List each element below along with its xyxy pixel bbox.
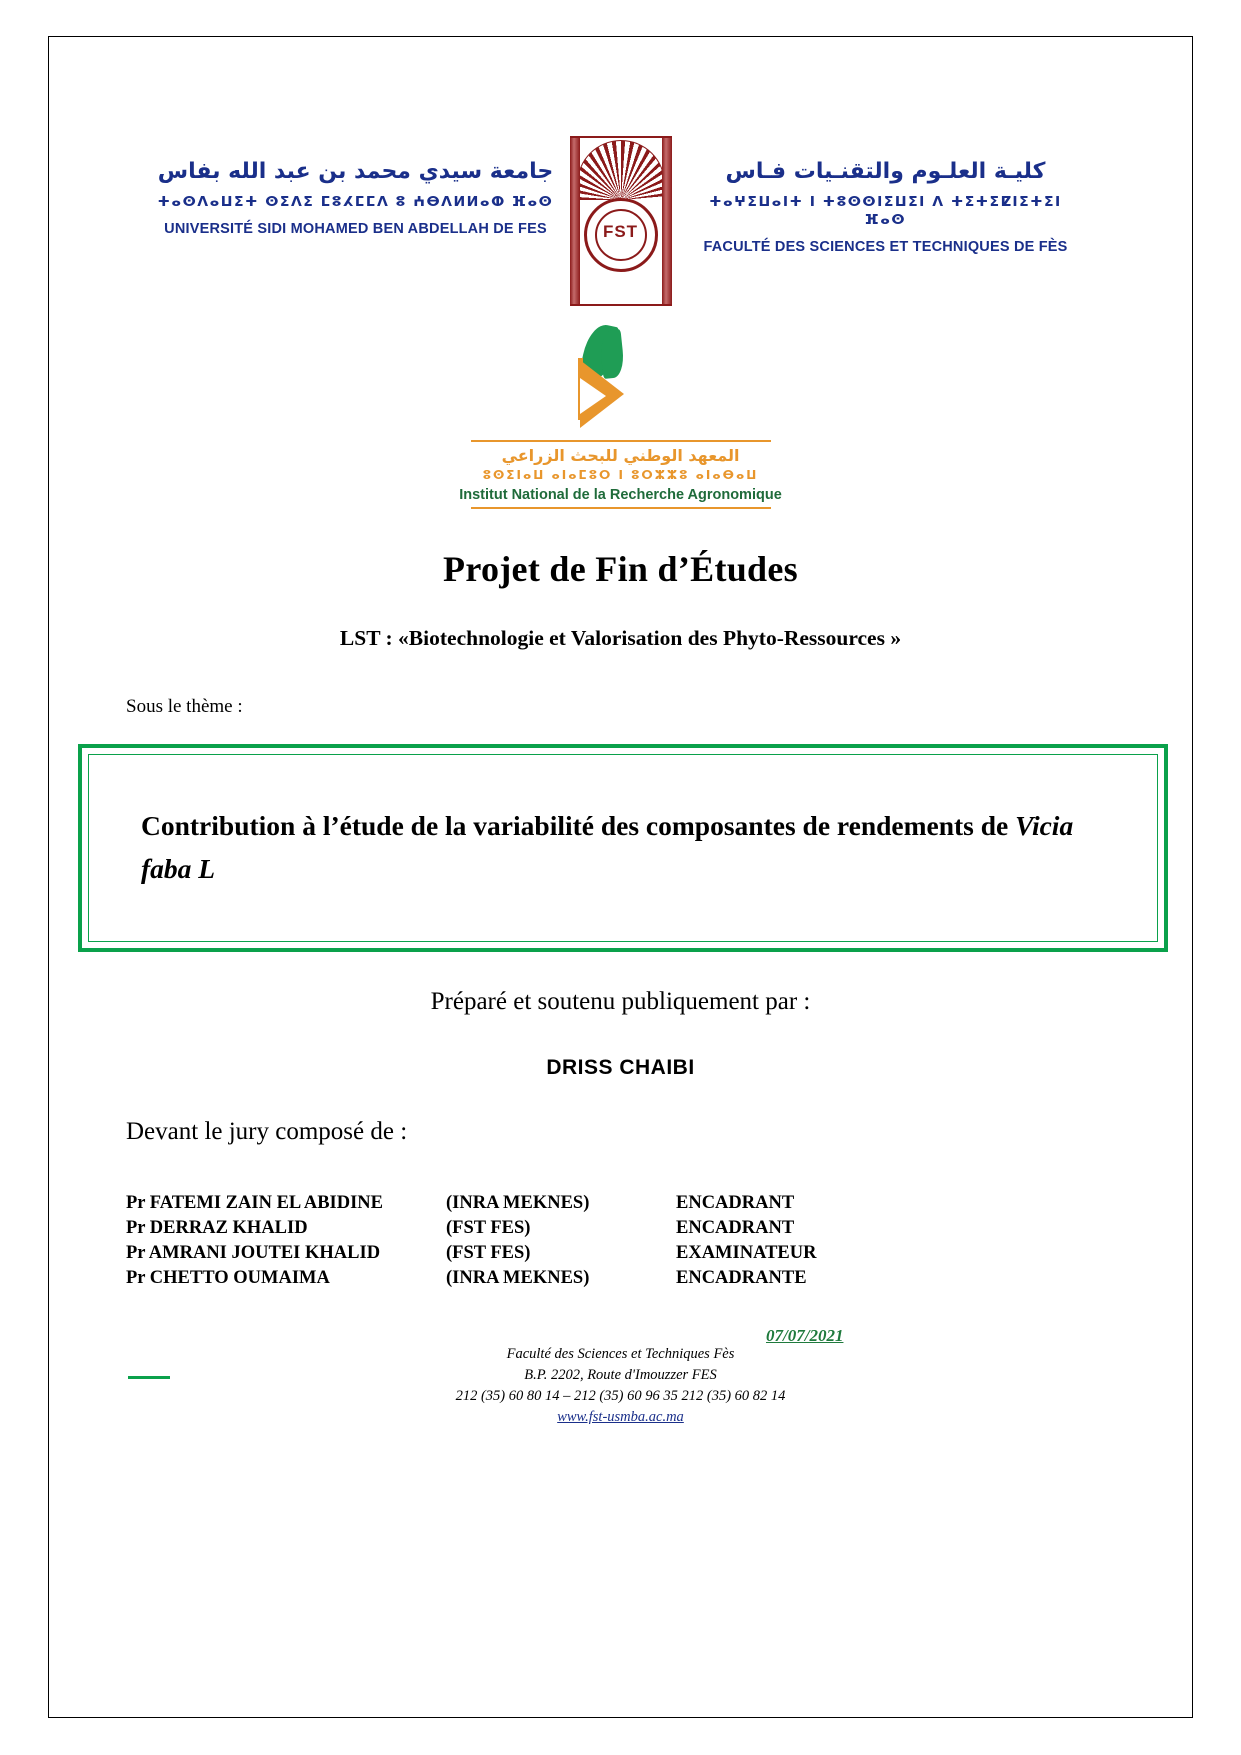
seal-bottom-bar xyxy=(570,304,672,306)
table-row xyxy=(126,1241,926,1266)
footer-address: B.P. 2202, Route d'Imouzzer FES xyxy=(524,1367,717,1384)
university-name-tifinagh: ⵜⴰⵙⴷⴰⵡⵉⵜ ⵙⵉⴷⵉ ⵎⵓⵃⵎⵎⴷ ⵓ ⵄⴱⴷⵍⵍⴰⵀ ⴼⴰⵙ xyxy=(157,193,554,210)
jury-label: Devant le jury composé de : xyxy=(126,1118,408,1145)
jury-member-affiliation: (INRA MEKNES) xyxy=(446,1193,590,1213)
table-row xyxy=(126,1191,926,1216)
inra-divider xyxy=(471,440,771,442)
author-name: DRISS CHAIBI xyxy=(546,1056,695,1079)
seal-fan-icon xyxy=(577,140,665,200)
seal-pillar-right xyxy=(662,138,672,304)
program-line: LST : «Biotechnologie et Valorisation des Phyto-Ressources » xyxy=(339,626,902,650)
jury-member-affiliation: (FST FES) xyxy=(446,1218,531,1238)
footer-website-link[interactable]: www.fst-usmba.ac.ma xyxy=(557,1409,684,1426)
seal-pillar-left xyxy=(570,138,580,304)
jury-member-name: Pr CHETTO OUMAIMA xyxy=(126,1268,330,1288)
university-name-arabic: جامعة سيدي محمد بن عبد الله بفاس xyxy=(157,159,554,184)
footer-institution: Faculté des Sciences et Techniques Fès xyxy=(506,1346,735,1362)
jury-member-role: EXAMINATEUR xyxy=(676,1243,817,1263)
thesis-title-main: Contribution à l’étude de la variabilité des composantes de rendements de xyxy=(141,810,1016,842)
thesis-title-box-inner xyxy=(88,754,1158,942)
faculty-identity xyxy=(686,136,1086,255)
inra-chevron-cut xyxy=(580,378,606,414)
jury-member-name: Pr DERRAZ KHALID xyxy=(126,1218,308,1238)
jury-table xyxy=(126,1191,926,1291)
institution-header xyxy=(48,136,1193,306)
inra-logo-icon xyxy=(556,324,686,434)
inra-divider-bottom xyxy=(471,507,771,509)
faculty-name-tifinagh: ⵜⴰⵖⵉⵡⴰⵏⵜ ⵏ ⵜⵓⵙⵙⵏⵉⵡⵉⵏ ⴷ ⵜⵉⵜⵉⵇⵏⵉⵜⵉⵏ ⴼⴰⵙ xyxy=(709,193,1062,228)
thesis-title-box xyxy=(78,744,1168,952)
jury-member-affiliation: (FST FES) xyxy=(446,1243,531,1263)
seal-top-bar xyxy=(570,136,672,138)
jury-member-affiliation: (INRA MEKNES) xyxy=(446,1268,590,1288)
jury-member-role: ENCADRANT xyxy=(676,1218,795,1238)
page-content xyxy=(48,36,1193,1718)
footer-phone: 212 (35) 60 80 14 – 212 (35) 60 96 35 212 (35) 60 82 14 xyxy=(455,1388,786,1405)
document-type-title: Projet de Fin d’Études xyxy=(443,549,798,589)
inra-name-french: Institut National de la Recherche Agronomique xyxy=(459,487,782,503)
inra-name-arabic: المعهد الوطني للبحث الزراعي xyxy=(501,446,740,465)
inra-name-tifinagh: ⵓⵙⵉⵏⴰⵡ ⴰⵏⴰⵎⵓⵔ ⵏ ⵓⵔⵣⵣⵓ ⴰⵏⴰⴱⴰⵡ xyxy=(482,468,759,482)
table-row xyxy=(126,1216,926,1241)
jury-member-role: ENCADRANT xyxy=(676,1193,795,1213)
jury-member-name: Pr FATEMI ZAIN EL ABIDINE xyxy=(126,1193,383,1213)
thesis-title xyxy=(141,805,1107,890)
seal-label: FST xyxy=(602,222,639,241)
jury-member-name: Pr AMRANI JOUTEI KHALID xyxy=(126,1243,381,1263)
table-row xyxy=(126,1266,926,1291)
thesis-title-species: Vicia faba L xyxy=(141,810,1074,884)
university-identity xyxy=(156,136,556,237)
university-seal-icon xyxy=(562,136,680,306)
defense-date: 07/07/2021 xyxy=(766,1326,844,1345)
faculty-name-arabic: كليـة العلـوم والتقنـيات فـاس xyxy=(725,159,1046,184)
university-name-latin: UNIVERSITÉ SIDI MOHAMED BEN ABDELLAH DE FES xyxy=(164,220,547,237)
inra-identity xyxy=(48,324,1193,513)
faculty-name-latin: FACULTÉ DES SCIENCES ET TECHNIQUES DE FÈS xyxy=(703,238,1068,255)
theme-label: Sous le thème : xyxy=(126,696,243,717)
jury-member-role: ENCADRANTE xyxy=(676,1268,807,1288)
footer-block xyxy=(48,1344,1193,1428)
prepared-label: Préparé et soutenu publiquement par : xyxy=(430,988,811,1015)
